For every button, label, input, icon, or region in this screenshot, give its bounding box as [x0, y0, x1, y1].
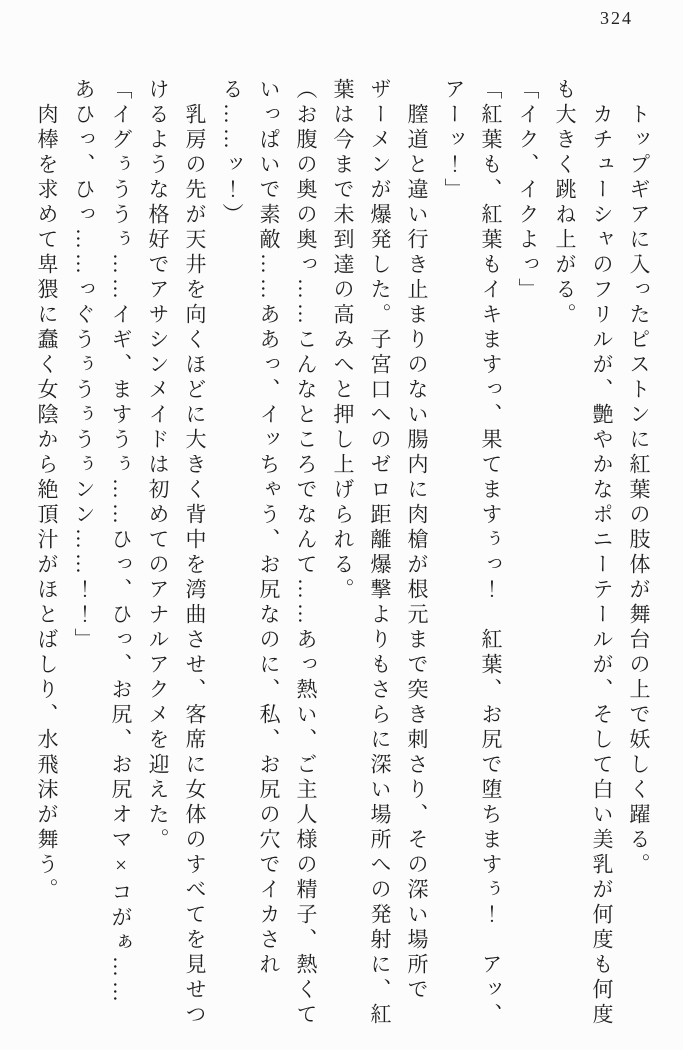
paragraph: 「イグぅううぅ……イギ、ますうぅ……ひっ、ひっ、お尻、お尻オマ×コがぁ……あひっ、ひっ……っぐうぅうぅうぅンン……！！」	[72, 78, 133, 1006]
paragraph: 「紅葉も、紅葉もイキますっ、果てますぅっ！ 紅葉、お尻で堕ちますぅ！ アッ、アーッ！」	[442, 78, 503, 1028]
paragraph: カチューシャのフリルが、艶やかなポニーテールが、そして白い美乳が何度も何度も大きく跳ね上がる。	[553, 78, 614, 1028]
page-number: 324	[600, 8, 633, 28]
vertical-text-block	[25, 78, 657, 1028]
paragraph: トップギアに入ったピストンに紅葉の肢体が舞台の上で妖しく躍る。	[627, 103, 651, 878]
paragraph: （お腹の奥の奥っ……こんなところでなんて……あっ熱い、ご主人様の精子、熱くていっぱいで素敵……ああっ、イッちゃう、お尻なのに、私、お尻の穴でイカされる……ッ！）	[220, 78, 318, 1028]
paragraph: 肉棒を求めて卑猥に蠢く女陰から絶頂汁がほとばしり、水飛沫が舞う。	[35, 103, 59, 903]
paragraph: 「イク、イクよっ」	[516, 78, 540, 303]
paragraph: 乳房の先が天井を向くほどに大きく背中を湾曲させ、客席に女体のすべてを見せつけるような格好でアサシンメイドは初めてのアナルアクメを迎えた。	[146, 78, 207, 1028]
paragraph: 膣道と違い行き止まりのない腸内に肉槍が根元まで突き刺さり、その深い場所でザーメンが爆発した。子宮口へのゼロ距離爆撃よりもさらに深い場所への発射に、紅葉は今まで未到達の高みへと押し上げられる。	[331, 78, 429, 1028]
